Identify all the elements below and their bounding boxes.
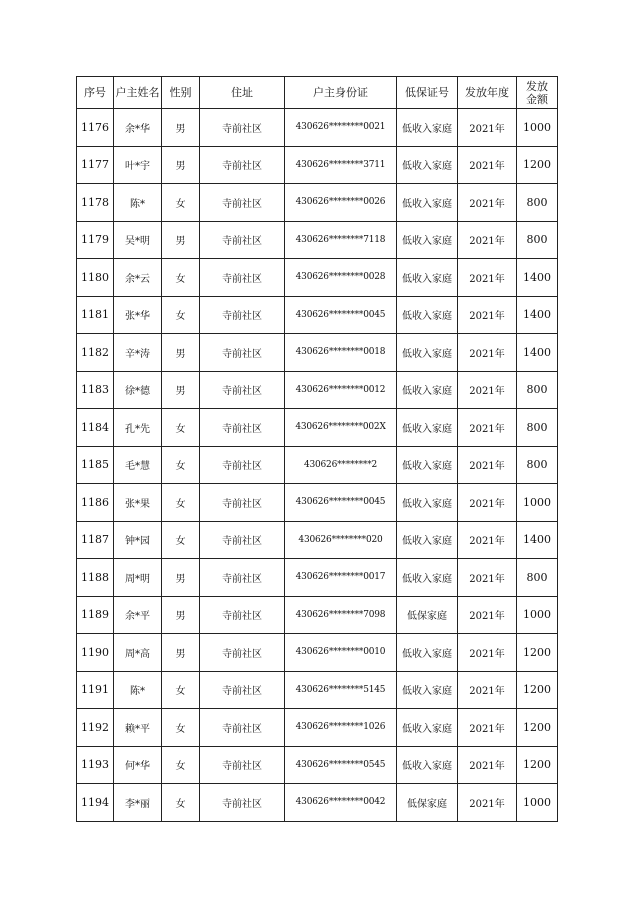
cell-gender: 女 bbox=[162, 709, 200, 747]
cell-gender: 男 bbox=[162, 634, 200, 672]
cell-id-number: 430626********2 bbox=[285, 446, 397, 484]
cell-index: 1176 bbox=[77, 109, 114, 147]
cell-gender: 男 bbox=[162, 334, 200, 372]
cell-gender: 女 bbox=[162, 484, 200, 522]
header-id-number: 户主身份证 bbox=[285, 77, 397, 109]
table-row bbox=[77, 334, 558, 372]
cell-name: 叶*宇 bbox=[114, 146, 162, 184]
cell-name: 李*丽 bbox=[114, 784, 162, 822]
cell-amount: 1200 bbox=[517, 709, 558, 747]
cell-certificate-type: 低保家庭 bbox=[397, 784, 458, 822]
cell-index: 1194 bbox=[77, 784, 114, 822]
cell-id-number: 430626********0026 bbox=[285, 184, 397, 222]
cell-certificate-type: 低收入家庭 bbox=[397, 634, 458, 672]
cell-address: 寺前社区 bbox=[200, 296, 285, 334]
cell-name: 张*果 bbox=[114, 484, 162, 522]
cell-certificate-type: 低收入家庭 bbox=[397, 371, 458, 409]
cell-amount: 800 bbox=[517, 446, 558, 484]
cell-issue-year: 2021年 bbox=[458, 596, 517, 634]
cell-amount: 1000 bbox=[517, 109, 558, 147]
cell-name: 陈* bbox=[114, 184, 162, 222]
cell-issue-year: 2021年 bbox=[458, 146, 517, 184]
cell-address: 寺前社区 bbox=[200, 371, 285, 409]
cell-amount: 1200 bbox=[517, 746, 558, 784]
table-row bbox=[77, 146, 558, 184]
cell-id-number: 430626********3711 bbox=[285, 146, 397, 184]
cell-certificate-type: 低收入家庭 bbox=[397, 221, 458, 259]
cell-address: 寺前社区 bbox=[200, 446, 285, 484]
table-row bbox=[77, 221, 558, 259]
cell-address: 寺前社区 bbox=[200, 709, 285, 747]
cell-issue-year: 2021年 bbox=[458, 521, 517, 559]
cell-name: 周*明 bbox=[114, 559, 162, 597]
cell-issue-year: 2021年 bbox=[458, 259, 517, 297]
cell-issue-year: 2021年 bbox=[458, 409, 517, 447]
cell-gender: 女 bbox=[162, 259, 200, 297]
cell-amount: 1400 bbox=[517, 521, 558, 559]
cell-address: 寺前社区 bbox=[200, 671, 285, 709]
cell-issue-year: 2021年 bbox=[458, 184, 517, 222]
cell-amount: 800 bbox=[517, 221, 558, 259]
cell-address: 寺前社区 bbox=[200, 484, 285, 522]
header-address: 住址 bbox=[200, 77, 285, 109]
table-row bbox=[77, 484, 558, 522]
cell-amount: 1000 bbox=[517, 596, 558, 634]
cell-id-number: 430626********7118 bbox=[285, 221, 397, 259]
cell-gender: 男 bbox=[162, 596, 200, 634]
cell-certificate-type: 低收入家庭 bbox=[397, 521, 458, 559]
cell-issue-year: 2021年 bbox=[458, 746, 517, 784]
cell-id-number: 430626********1026 bbox=[285, 709, 397, 747]
cell-issue-year: 2021年 bbox=[458, 559, 517, 597]
cell-address: 寺前社区 bbox=[200, 334, 285, 372]
cell-gender: 男 bbox=[162, 371, 200, 409]
cell-name: 孔*先 bbox=[114, 409, 162, 447]
cell-id-number: 430626********0021 bbox=[285, 109, 397, 147]
cell-gender: 女 bbox=[162, 296, 200, 334]
cell-name: 陈* bbox=[114, 671, 162, 709]
cell-index: 1183 bbox=[77, 371, 114, 409]
cell-certificate-type: 低收入家庭 bbox=[397, 184, 458, 222]
cell-amount: 1000 bbox=[517, 484, 558, 522]
header-gender: 性别 bbox=[162, 77, 200, 109]
table-row bbox=[77, 746, 558, 784]
table-row bbox=[77, 784, 558, 822]
cell-gender: 男 bbox=[162, 146, 200, 184]
cell-id-number: 430626********0010 bbox=[285, 634, 397, 672]
cell-amount: 800 bbox=[517, 371, 558, 409]
cell-issue-year: 2021年 bbox=[458, 334, 517, 372]
cell-index: 1182 bbox=[77, 334, 114, 372]
cell-index: 1177 bbox=[77, 146, 114, 184]
cell-certificate-type: 低收入家庭 bbox=[397, 334, 458, 372]
cell-address: 寺前社区 bbox=[200, 521, 285, 559]
cell-address: 寺前社区 bbox=[200, 409, 285, 447]
cell-address: 寺前社区 bbox=[200, 559, 285, 597]
cell-certificate-type: 低收入家庭 bbox=[397, 259, 458, 297]
cell-gender: 女 bbox=[162, 746, 200, 784]
cell-id-number: 430626********002X bbox=[285, 409, 397, 447]
subsidy-table bbox=[76, 76, 558, 822]
cell-address: 寺前社区 bbox=[200, 746, 285, 784]
cell-certificate-type: 低保家庭 bbox=[397, 596, 458, 634]
cell-certificate-type: 低收入家庭 bbox=[397, 484, 458, 522]
table-row bbox=[77, 634, 558, 672]
cell-address: 寺前社区 bbox=[200, 784, 285, 822]
cell-gender: 男 bbox=[162, 559, 200, 597]
table-row bbox=[77, 446, 558, 484]
cell-index: 1180 bbox=[77, 259, 114, 297]
table-row bbox=[77, 296, 558, 334]
cell-id-number: 430626********0018 bbox=[285, 334, 397, 372]
cell-index: 1181 bbox=[77, 296, 114, 334]
cell-address: 寺前社区 bbox=[200, 634, 285, 672]
cell-gender: 女 bbox=[162, 184, 200, 222]
table-row bbox=[77, 559, 558, 597]
cell-issue-year: 2021年 bbox=[458, 634, 517, 672]
cell-name: 赖*平 bbox=[114, 709, 162, 747]
cell-id-number: 430626********0045 bbox=[285, 484, 397, 522]
cell-name: 何*华 bbox=[114, 746, 162, 784]
cell-name: 毛*慧 bbox=[114, 446, 162, 484]
cell-address: 寺前社区 bbox=[200, 259, 285, 297]
cell-certificate-type: 低收入家庭 bbox=[397, 146, 458, 184]
header-householder-name: 户主姓名 bbox=[114, 77, 162, 109]
cell-certificate-type: 低收入家庭 bbox=[397, 446, 458, 484]
table-row bbox=[77, 259, 558, 297]
cell-id-number: 430626********7098 bbox=[285, 596, 397, 634]
cell-id-number: 430626********0045 bbox=[285, 296, 397, 334]
cell-certificate-type: 低收入家庭 bbox=[397, 296, 458, 334]
cell-name: 徐*德 bbox=[114, 371, 162, 409]
cell-address: 寺前社区 bbox=[200, 146, 285, 184]
cell-gender: 女 bbox=[162, 409, 200, 447]
cell-amount: 800 bbox=[517, 559, 558, 597]
cell-amount: 800 bbox=[517, 184, 558, 222]
cell-issue-year: 2021年 bbox=[458, 371, 517, 409]
header-index: 序号 bbox=[77, 77, 114, 109]
header-issue-year: 发放年度 bbox=[458, 77, 517, 109]
cell-issue-year: 2021年 bbox=[458, 296, 517, 334]
cell-amount: 1200 bbox=[517, 671, 558, 709]
table-row bbox=[77, 709, 558, 747]
table-row bbox=[77, 409, 558, 447]
cell-index: 1186 bbox=[77, 484, 114, 522]
cell-index: 1193 bbox=[77, 746, 114, 784]
cell-issue-year: 2021年 bbox=[458, 484, 517, 522]
cell-name: 张*华 bbox=[114, 296, 162, 334]
header-amount: 发放 金额 bbox=[517, 77, 558, 109]
cell-certificate-type: 低收入家庭 bbox=[397, 109, 458, 147]
cell-address: 寺前社区 bbox=[200, 184, 285, 222]
table-row bbox=[77, 184, 558, 222]
cell-certificate-type: 低收入家庭 bbox=[397, 746, 458, 784]
cell-gender: 男 bbox=[162, 109, 200, 147]
cell-address: 寺前社区 bbox=[200, 596, 285, 634]
table-row bbox=[77, 521, 558, 559]
cell-address: 寺前社区 bbox=[200, 109, 285, 147]
cell-id-number: 430626********5145 bbox=[285, 671, 397, 709]
cell-address: 寺前社区 bbox=[200, 221, 285, 259]
cell-index: 1185 bbox=[77, 446, 114, 484]
table-row bbox=[77, 371, 558, 409]
cell-issue-year: 2021年 bbox=[458, 109, 517, 147]
cell-certificate-type: 低收入家庭 bbox=[397, 709, 458, 747]
cell-id-number: 430626********0017 bbox=[285, 559, 397, 597]
cell-amount: 1400 bbox=[517, 259, 558, 297]
table-row bbox=[77, 109, 558, 147]
cell-index: 1188 bbox=[77, 559, 114, 597]
cell-id-number: 430626********020 bbox=[285, 521, 397, 559]
cell-index: 1192 bbox=[77, 709, 114, 747]
cell-amount: 1200 bbox=[517, 146, 558, 184]
cell-certificate-type: 低收入家庭 bbox=[397, 671, 458, 709]
cell-issue-year: 2021年 bbox=[458, 671, 517, 709]
cell-amount: 1200 bbox=[517, 634, 558, 672]
cell-amount: 800 bbox=[517, 409, 558, 447]
cell-id-number: 430626********0028 bbox=[285, 259, 397, 297]
cell-gender: 女 bbox=[162, 521, 200, 559]
cell-index: 1184 bbox=[77, 409, 114, 447]
cell-gender: 女 bbox=[162, 446, 200, 484]
header-row bbox=[77, 77, 558, 109]
cell-amount: 1000 bbox=[517, 784, 558, 822]
cell-amount: 1400 bbox=[517, 296, 558, 334]
cell-index: 1179 bbox=[77, 221, 114, 259]
cell-gender: 男 bbox=[162, 221, 200, 259]
cell-name: 余*华 bbox=[114, 109, 162, 147]
header-certificate-type: 低保证号 bbox=[397, 77, 458, 109]
table-row bbox=[77, 671, 558, 709]
cell-issue-year: 2021年 bbox=[458, 709, 517, 747]
cell-certificate-type: 低收入家庭 bbox=[397, 409, 458, 447]
cell-name: 吴*明 bbox=[114, 221, 162, 259]
cell-issue-year: 2021年 bbox=[458, 446, 517, 484]
cell-gender: 女 bbox=[162, 671, 200, 709]
cell-issue-year: 2021年 bbox=[458, 221, 517, 259]
cell-index: 1190 bbox=[77, 634, 114, 672]
cell-gender: 女 bbox=[162, 784, 200, 822]
cell-name: 周*高 bbox=[114, 634, 162, 672]
cell-id-number: 430626********0545 bbox=[285, 746, 397, 784]
cell-name: 辛*涛 bbox=[114, 334, 162, 372]
cell-certificate-type: 低收入家庭 bbox=[397, 559, 458, 597]
cell-id-number: 430626********0012 bbox=[285, 371, 397, 409]
cell-id-number: 430626********0042 bbox=[285, 784, 397, 822]
cell-index: 1178 bbox=[77, 184, 114, 222]
cell-index: 1191 bbox=[77, 671, 114, 709]
cell-name: 钟*园 bbox=[114, 521, 162, 559]
cell-index: 1187 bbox=[77, 521, 114, 559]
cell-amount: 1400 bbox=[517, 334, 558, 372]
table-row bbox=[77, 596, 558, 634]
cell-name: 余*平 bbox=[114, 596, 162, 634]
cell-name: 余*云 bbox=[114, 259, 162, 297]
cell-issue-year: 2021年 bbox=[458, 784, 517, 822]
cell-index: 1189 bbox=[77, 596, 114, 634]
